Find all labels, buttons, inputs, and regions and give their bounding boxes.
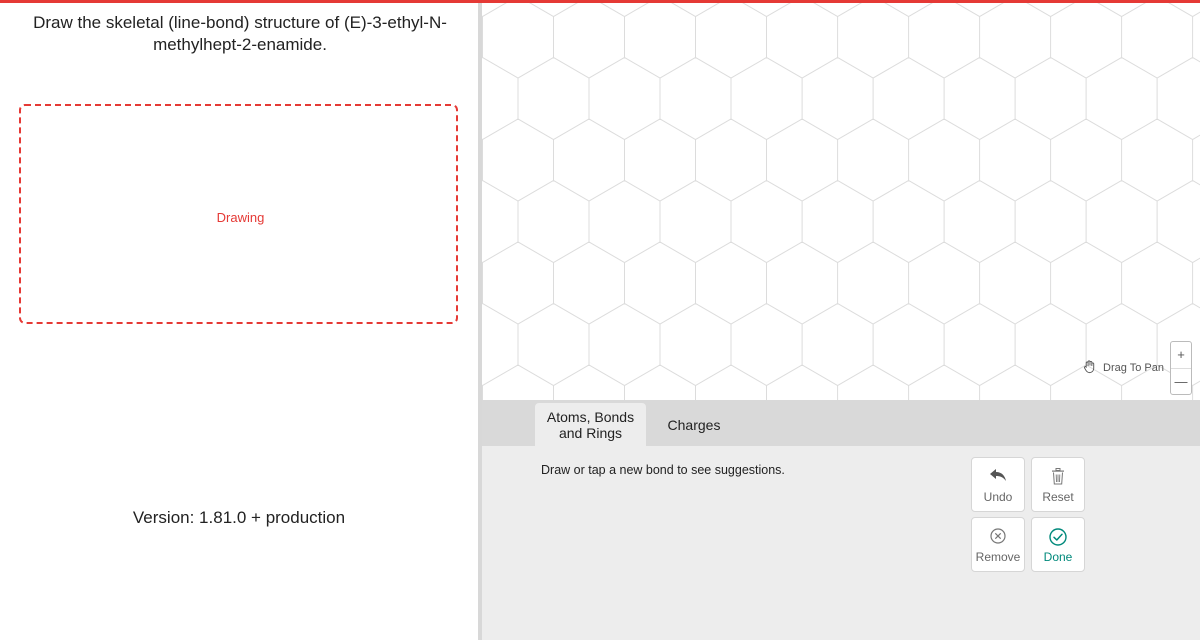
version-text: Version: 1.81.0 + production <box>132 508 346 527</box>
undo-label: Undo <box>983 490 1013 504</box>
tab-charges-label: Charges <box>667 416 721 433</box>
question-text <box>20 12 460 56</box>
undo-icon <box>989 468 1007 482</box>
hex-grid <box>482 3 1200 400</box>
drawing-preview-box[interactable] <box>19 104 458 324</box>
question-line-1: Draw the skeletal (line-bond) structure of (E)-3-ethyl-N- <box>33 13 447 32</box>
zoom-out-button[interactable]: — <box>1174 373 1188 389</box>
drawing-label: Drawing <box>216 210 265 225</box>
tab-atoms-label-line1: Atoms, Bonds <box>546 408 635 425</box>
reset-label: Reset <box>1042 490 1074 504</box>
remove-label: Remove <box>975 550 1021 564</box>
drag-to-pan-label: Drag To Pan <box>1103 362 1164 374</box>
tab-charges[interactable] <box>652 403 736 446</box>
hex-grid-lines <box>482 3 1200 400</box>
trash-icon <box>1051 468 1065 485</box>
tab-atoms-label-line2: and Rings <box>558 424 623 441</box>
tab-atoms-bonds-rings[interactable] <box>535 403 646 446</box>
question-panel <box>0 3 478 640</box>
remove-button[interactable] <box>971 517 1025 572</box>
done-label: Done <box>1043 550 1073 564</box>
check-circle-icon <box>1049 528 1067 546</box>
tool-panel <box>482 400 1200 640</box>
remove-circle-icon <box>990 528 1006 544</box>
reset-button[interactable] <box>1031 457 1085 512</box>
suggestion-text: Draw or tap a new bond to see suggestions. <box>541 463 785 477</box>
undo-button[interactable] <box>971 457 1025 512</box>
zoom-in-button[interactable]: + <box>1171 342 1191 369</box>
question-line-2: methylhept-2-enamide. <box>153 35 327 54</box>
drawing-canvas[interactable] <box>482 3 1200 400</box>
drag-to-pan-hint <box>1082 359 1164 377</box>
done-button[interactable] <box>1031 517 1085 572</box>
tool-tabs <box>482 400 1200 446</box>
hand-icon <box>1082 359 1097 377</box>
zoom-control <box>1170 341 1192 395</box>
